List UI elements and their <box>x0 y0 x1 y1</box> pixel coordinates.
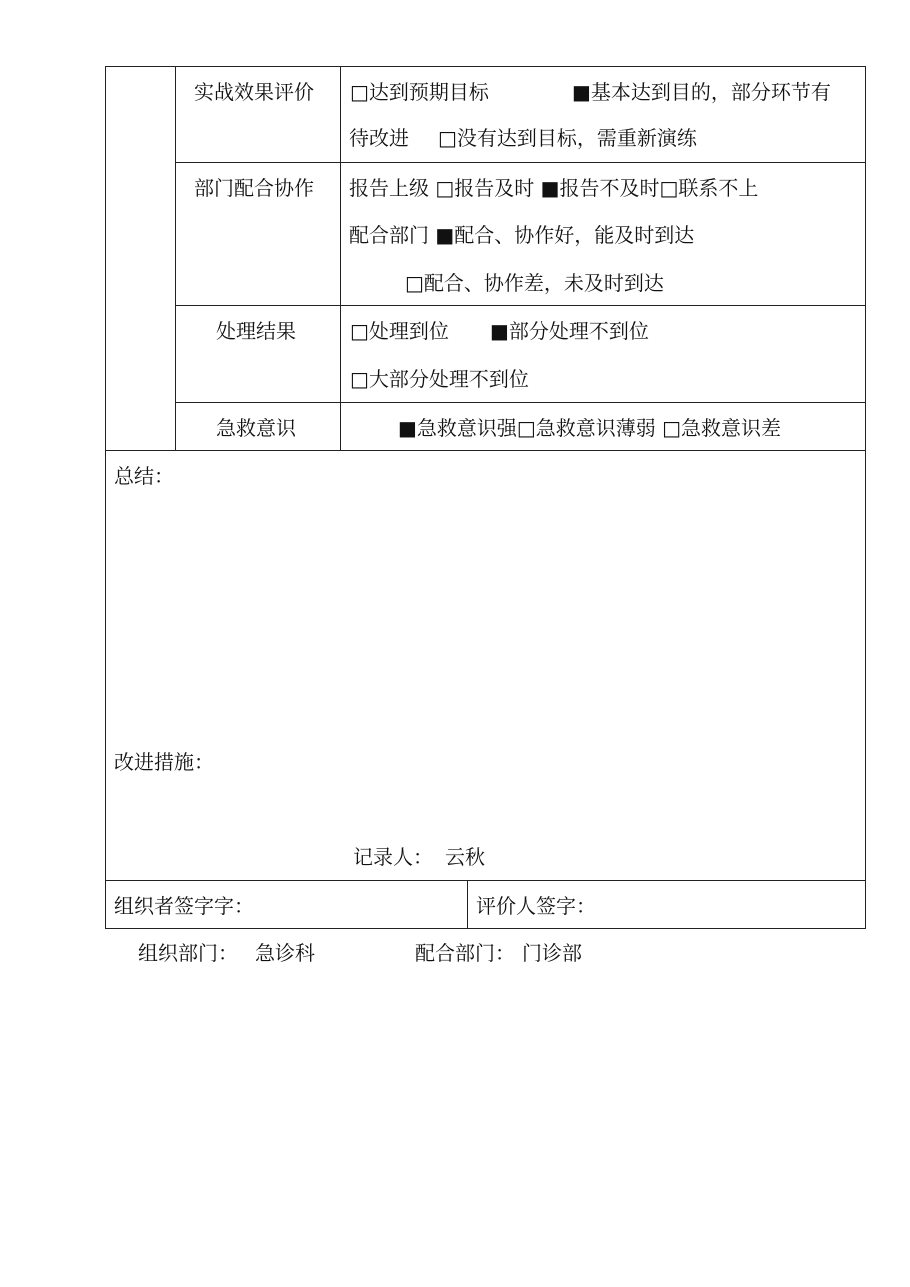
cooperation-dept-line: 配合部门 ■配合、协作好，能及时到达 <box>349 223 695 247</box>
row-label-result: 处理结果 <box>216 319 296 343</box>
cooperation-report-line: 报告上级 □报告及时 ■报告不及时□联系不上 <box>349 176 759 200</box>
org-dept-value: 急诊科 <box>255 941 315 965</box>
org-dept-label: 组织部门： <box>138 941 238 965</box>
signature-column-divider <box>467 880 468 929</box>
effect-option-line2b: □没有达到目标，需重新演练 <box>438 126 697 150</box>
table-top-border <box>105 66 866 67</box>
row-divider-2 <box>175 305 866 306</box>
improvement-label: 改进措施： <box>114 750 214 774</box>
recorder-name: 云秋 <box>445 845 485 869</box>
table-bottom-border <box>105 928 866 929</box>
row-label-awareness: 急救意识 <box>216 416 296 440</box>
row-divider-5 <box>105 880 866 881</box>
effect-option-line1a: □达到预期目标 <box>350 80 489 104</box>
result-option-line1a: □处理到位 <box>350 319 449 343</box>
row-label-effect: 实战效果评价 <box>194 80 314 104</box>
cooperation-dept-line2: □配合、协作差，未及时到达 <box>405 271 664 295</box>
coop-dept-value: 门诊部 <box>522 941 582 965</box>
row-label-cooperation: 部门配合协作 <box>194 176 314 200</box>
row-divider-1 <box>175 162 866 163</box>
result-option-line2: □大部分处理不到位 <box>350 367 529 391</box>
summary-label: 总结： <box>114 464 174 488</box>
recorder-label: 记录人： <box>353 845 433 869</box>
table-right-border <box>865 66 866 929</box>
row-divider-3 <box>175 402 866 403</box>
column-divider-1 <box>175 66 176 451</box>
evaluator-signature-label: 评价人签字： <box>476 894 596 918</box>
row-divider-4 <box>105 450 866 451</box>
coop-dept-label: 配合部门： <box>415 941 515 965</box>
table-left-border <box>105 66 106 929</box>
effect-option-line1b: ■基本达到目的，部分环节有 <box>572 80 831 104</box>
column-divider-2 <box>340 66 341 451</box>
awareness-options: ■急救意识强□急救意识薄弱 □急救意识差 <box>398 416 782 440</box>
organizer-signature-label: 组织者签字字： <box>114 894 254 918</box>
result-option-line1b: ■部分处理不到位 <box>490 319 649 343</box>
effect-option-line2a: 待改进 <box>349 126 409 150</box>
